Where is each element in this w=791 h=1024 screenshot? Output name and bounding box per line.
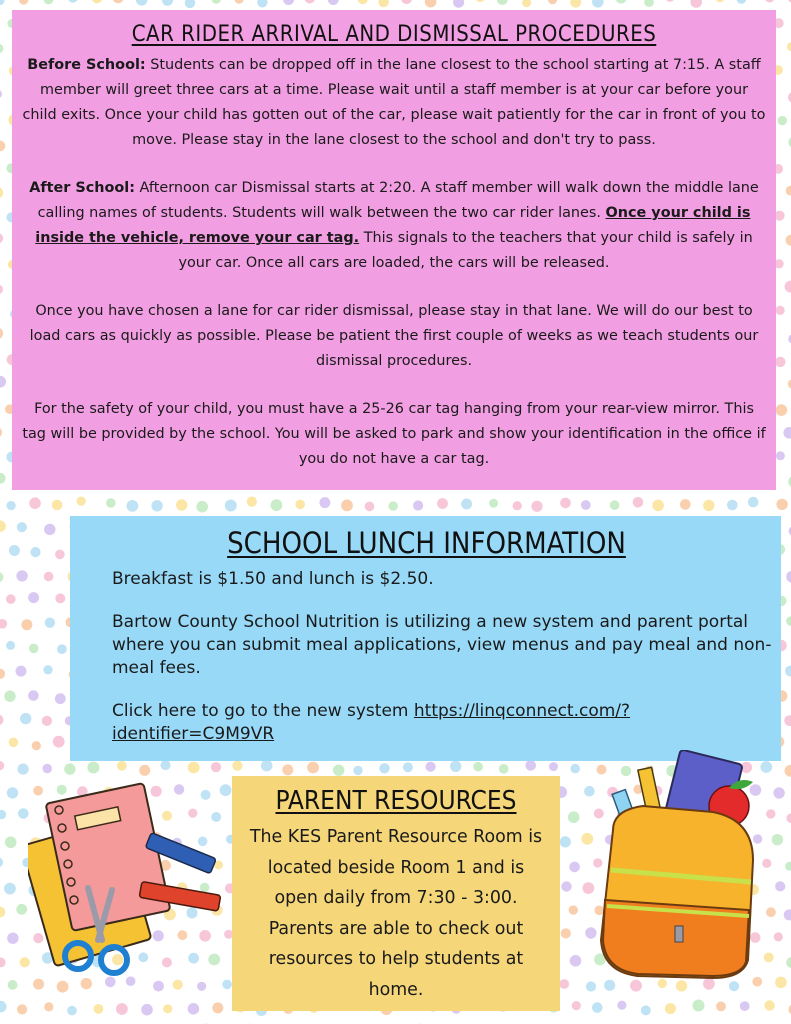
lane-paragraph: Once you have chosen a lane for car rider dismissal, please stay in that lane. We will do our best to load cars as quickly as possible. Please be patient the first couple of weeks as we teach students our dismissal procedures. <box>29 303 759 369</box>
background-dot <box>28 592 39 603</box>
background-dot <box>282 764 293 775</box>
background-dot <box>561 881 571 891</box>
background-dot <box>0 958 6 968</box>
background-dot <box>55 550 65 560</box>
background-dot <box>572 1001 581 1010</box>
before-school-text: Students can be dropped off in the lane closest to the school starting at 7:15. A staff member will greet three cars at a time. Please wait until a staff member is at your car before your child exits. Once your child has gotten out of the car, please wait patiently for the car in front of you to move. Please stay in the lane closest to the school and don't try to pass. <box>22 57 766 148</box>
before-school-paragraph <box>22 53 766 153</box>
background-dot <box>690 0 702 8</box>
background-dot <box>5 837 17 849</box>
background-dot <box>257 0 267 7</box>
background-dot <box>489 499 498 508</box>
background-dot <box>680 499 691 510</box>
background-dot <box>559 979 569 989</box>
background-dot <box>740 1001 750 1011</box>
background-dot <box>641 1005 651 1015</box>
background-dot <box>9 545 20 556</box>
lunch-click-text: Click here to go to the new system <box>112 701 414 721</box>
background-dot <box>30 547 40 557</box>
car-rider-title: CAR RIDER ARRIVAL AND DISMISSAL PROCEDURES <box>131 22 657 47</box>
background-dot <box>776 499 787 510</box>
background-dot <box>748 497 759 508</box>
background-dot <box>365 502 375 512</box>
background-dot <box>737 0 747 4</box>
background-dot <box>0 44 3 53</box>
background-dot <box>0 141 5 152</box>
background-dot <box>0 619 7 629</box>
background-dot <box>33 979 44 990</box>
background-dot <box>778 116 787 125</box>
background-dot <box>305 0 315 4</box>
background-dot <box>592 1002 603 1013</box>
background-dot <box>341 500 353 512</box>
background-dot <box>43 665 52 674</box>
background-dot <box>18 808 29 819</box>
background-dot <box>4 883 16 895</box>
lunch-portal-text: Bartow County School Nutrition is utilizing a new system and parent portal where you can submit meal applications, view menus and pay meal and non-meal fees. <box>112 612 772 678</box>
background-dot <box>116 1003 128 1015</box>
background-dot <box>0 907 5 918</box>
background-dot <box>18 764 29 775</box>
background-dot <box>461 499 472 510</box>
background-dot <box>499 764 509 774</box>
background-dot <box>136 0 148 6</box>
background-dot <box>163 1004 172 1013</box>
background-dot <box>32 741 41 750</box>
background-dot <box>212 1002 223 1013</box>
background-dot <box>358 0 368 4</box>
background-dot <box>328 0 339 5</box>
background-dot <box>0 187 3 199</box>
background-dot <box>106 498 116 508</box>
safety-paragraph: For the safety of your child, you must have a 25-26 car tag hanging from your rear-view mirror. This tag will be provided by the school. You will be asked to park and show your identification in the office if you do not have a car tag. <box>22 401 766 467</box>
background-dot <box>87 762 99 774</box>
after-school-text-2: This signals to the teachers that your child is safely in your car. Once all cars are loaded, the cars will be released. <box>178 230 753 271</box>
background-dot <box>592 0 604 8</box>
background-dot <box>785 281 791 293</box>
background-dot <box>475 0 485 2</box>
background-dot <box>19 0 28 5</box>
background-dot <box>0 669 5 679</box>
linqconnect-link[interactable]: https://linqconnect.com/?identifier=C9M9VR <box>112 701 631 744</box>
background-dot <box>561 928 571 938</box>
background-dot <box>67 1006 77 1016</box>
background-dot <box>42 716 52 726</box>
background-dot <box>235 0 244 4</box>
background-dot <box>0 473 6 484</box>
background-dot <box>0 810 6 819</box>
background-dot <box>716 1002 726 1012</box>
background-dot <box>426 762 436 772</box>
background-dot <box>0 1001 7 1013</box>
background-dot <box>425 0 437 7</box>
school-lunch-panel <box>70 516 781 761</box>
background-dot <box>727 500 738 511</box>
background-dot <box>473 762 483 772</box>
background-dot <box>665 0 674 2</box>
background-dot <box>261 760 273 772</box>
background-dot <box>16 666 27 677</box>
background-dot <box>784 715 791 726</box>
background-dot <box>783 427 791 439</box>
background-dot <box>525 760 536 771</box>
background-dot <box>232 761 242 771</box>
after-school-label: After School: <box>29 180 135 196</box>
background-dot <box>153 981 164 992</box>
background-dot <box>413 500 423 510</box>
parent-resources-title: PARENT RESOURCES <box>275 786 517 816</box>
background-dot <box>211 762 221 772</box>
backpack-illustration <box>583 750 783 985</box>
background-dot <box>45 618 55 628</box>
background-dot <box>151 500 162 511</box>
background-dot <box>437 498 448 509</box>
background-dot <box>775 357 785 367</box>
background-dot <box>8 980 18 990</box>
background-dot <box>141 1004 153 1016</box>
background-dot <box>513 501 522 510</box>
background-dot <box>28 690 39 701</box>
background-dot <box>401 0 412 4</box>
background-dot <box>0 376 6 388</box>
background-dot <box>548 0 557 4</box>
parent-resources-text: The KES Parent Resource Room is located beside Room 1 and is open daily from 7:30 - 3:00. Parents are able to check out resources to help students at home. <box>249 827 543 1000</box>
background-dot <box>44 0 54 4</box>
background-dot <box>785 862 791 871</box>
background-dot <box>569 862 580 873</box>
background-dot <box>188 762 200 774</box>
background-dot <box>633 497 644 508</box>
background-dot <box>44 524 55 535</box>
background-dot <box>92 0 103 3</box>
lunch-link-paragraph <box>112 700 781 746</box>
background-dot <box>333 765 344 776</box>
background-dot <box>94 1004 104 1014</box>
background-dot <box>786 957 791 968</box>
background-dot <box>319 497 330 508</box>
parent-resources-panel <box>232 776 560 1011</box>
background-dot <box>57 981 69 993</box>
background-dot <box>6 594 16 604</box>
background-dot <box>44 572 54 582</box>
background-dot <box>247 497 257 507</box>
background-dot <box>764 1000 774 1010</box>
background-dot <box>665 1003 676 1014</box>
background-dot <box>581 500 591 510</box>
background-dot <box>44 1002 53 1011</box>
background-dot <box>450 761 461 772</box>
background-dot <box>173 980 183 990</box>
remove-car-tag-emphasis: Once your child is inside the vehicle, remove your car tag. <box>35 205 751 246</box>
background-dot <box>64 763 75 774</box>
background-dot <box>283 0 294 5</box>
background-dot <box>212 0 221 4</box>
background-dot <box>353 766 362 775</box>
background-dot <box>652 500 664 512</box>
background-dot <box>776 404 788 416</box>
background-dot <box>307 762 319 774</box>
background-dot <box>9 738 19 748</box>
background-dot <box>6 641 15 650</box>
background-dot <box>616 0 627 4</box>
background-dot <box>20 713 31 724</box>
background-dot <box>0 89 2 98</box>
background-dot <box>570 0 581 8</box>
background-dot <box>0 715 3 726</box>
background-dot <box>765 0 774 3</box>
background-dot <box>185 0 195 8</box>
background-dot <box>16 570 27 581</box>
background-dot <box>403 762 413 772</box>
background-dot <box>715 0 725 2</box>
background-dot <box>786 235 791 246</box>
background-dot <box>7 787 18 798</box>
background-dot <box>0 285 3 295</box>
background-dot <box>4 691 15 702</box>
background-dot <box>0 520 6 532</box>
background-dot <box>112 0 124 3</box>
background-dot <box>389 501 398 510</box>
background-dot <box>788 0 791 3</box>
background-dot <box>568 811 580 823</box>
background-dot <box>560 498 571 509</box>
background-dot <box>786 571 791 583</box>
background-dot <box>549 762 558 771</box>
background-dot <box>560 836 571 847</box>
background-dot <box>29 497 41 509</box>
background-dot <box>7 501 16 510</box>
background-dot <box>55 693 66 704</box>
background-dot <box>0 858 3 868</box>
background-dot <box>225 500 237 512</box>
background-dot <box>644 0 654 7</box>
car-rider-panel <box>12 10 776 490</box>
background-dot <box>117 761 127 771</box>
background-dot <box>378 0 388 7</box>
background-dot <box>139 765 150 776</box>
background-dot <box>17 1004 27 1014</box>
background-dot <box>693 1000 705 1012</box>
background-dot <box>55 593 65 603</box>
background-dot <box>785 765 791 777</box>
background-dot <box>531 501 542 512</box>
background-dot <box>68 0 78 3</box>
background-dot <box>126 500 138 512</box>
background-dot <box>271 499 283 511</box>
background-dot <box>42 764 52 774</box>
background-dot <box>570 955 582 967</box>
backpack-icon <box>601 806 753 978</box>
background-dot <box>703 500 714 511</box>
school-supplies-illustration <box>28 780 228 980</box>
background-dot <box>379 763 389 773</box>
background-dot <box>196 501 208 513</box>
background-dot <box>0 233 3 243</box>
background-dot <box>0 0 5 5</box>
background-dot <box>7 933 18 944</box>
background-dot <box>786 186 791 196</box>
background-dot <box>222 980 232 990</box>
background-dot <box>57 644 67 654</box>
background-dot <box>0 427 2 437</box>
background-dot <box>295 500 305 510</box>
background-dot <box>0 572 3 582</box>
background-dot <box>570 764 580 774</box>
background-dot <box>188 1003 200 1015</box>
after-school-paragraph <box>22 176 766 276</box>
background-dot <box>776 306 785 315</box>
background-dot <box>162 0 173 6</box>
background-dot <box>53 736 65 748</box>
background-dot <box>0 327 3 339</box>
background-dot <box>776 451 785 460</box>
lunch-prices: Breakfast is $1.50 and lunch is $2.50. <box>112 569 434 589</box>
background-dot <box>17 522 27 532</box>
school-lunch-title: SCHOOL LUNCH INFORMATION <box>227 526 626 560</box>
background-dot <box>197 982 206 991</box>
background-dot <box>453 0 464 8</box>
background-dot <box>786 616 791 625</box>
background-dot <box>784 909 791 920</box>
background-dot <box>522 0 531 7</box>
background-dot <box>16 904 27 915</box>
before-school-label: Before School: <box>27 57 146 73</box>
background-dot <box>52 500 63 511</box>
background-dot <box>29 644 39 654</box>
background-dot <box>787 42 791 51</box>
background-dot <box>0 761 4 770</box>
background-dot <box>21 619 32 630</box>
background-dot <box>610 500 620 510</box>
background-dot <box>617 1001 626 1010</box>
background-dot <box>569 905 578 914</box>
background-dot <box>786 813 791 823</box>
after-school-text: Afternoon car Dismissal starts at 2:20. A staff member will walk down the middle lane calling names of students. Students will walk between the two car rider lanes. <box>37 180 759 221</box>
background-dot <box>77 497 86 506</box>
background-dot <box>497 0 508 5</box>
background-dot <box>176 499 187 510</box>
background-dot <box>785 666 791 677</box>
background-dot <box>161 760 171 770</box>
